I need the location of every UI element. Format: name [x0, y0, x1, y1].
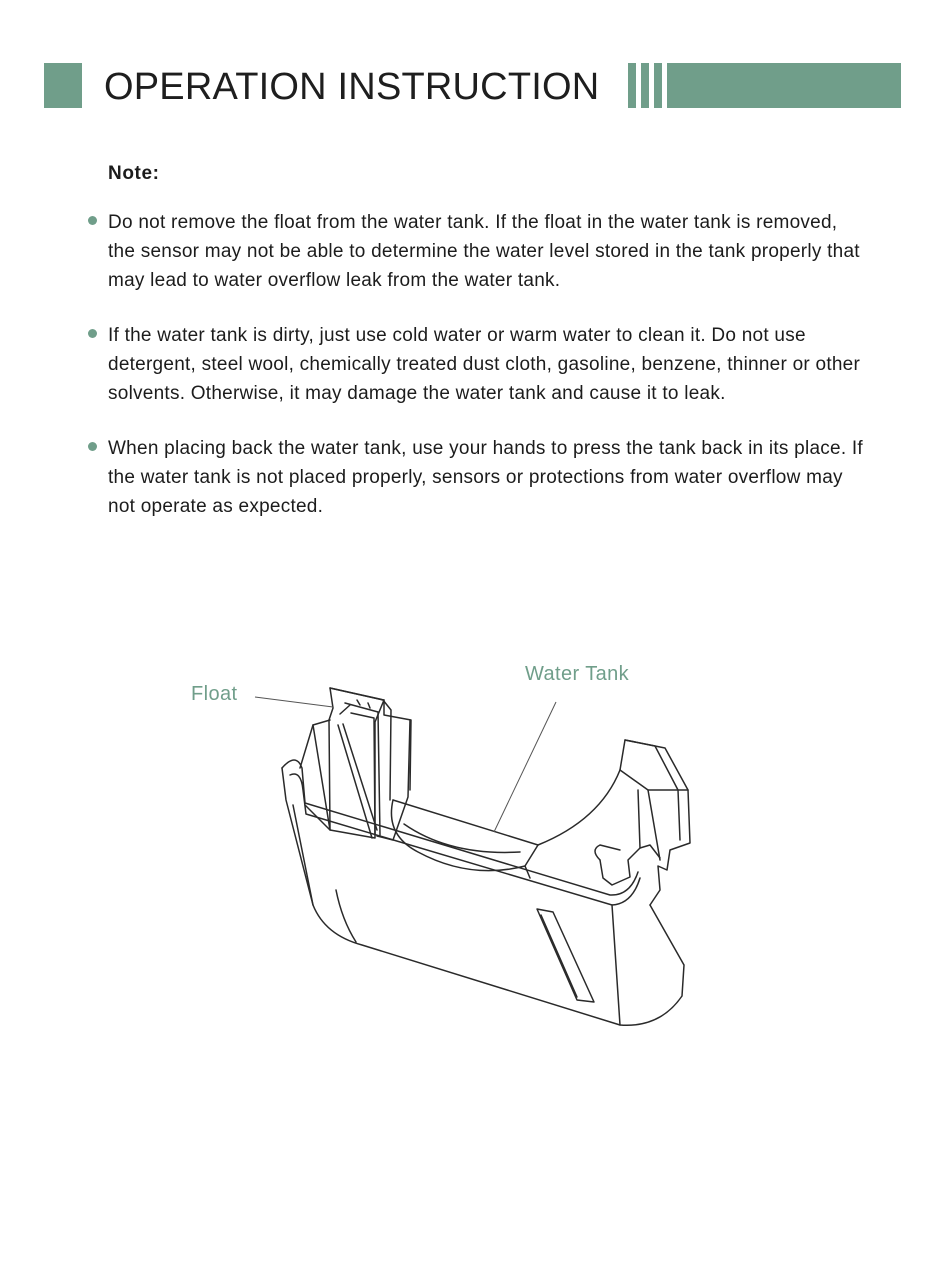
bullet-icon — [88, 442, 97, 451]
header-accent-bar — [667, 63, 901, 108]
note-label: Note: — [108, 163, 160, 184]
note-item — [88, 321, 868, 408]
header-stripe — [628, 63, 636, 108]
header-accent-square — [44, 63, 82, 108]
bullet-icon — [88, 329, 97, 338]
note-text: If the water tank is dirty, just use cold water or warm water to clean it. Do not use detergent, steel wool, chemically treated dust cloth, gasoline, benzene, thinner or other solvents. Otherwise, it may damage the water tank and cause it to leak. — [108, 325, 861, 404]
page-title: OPERATION INSTRUCTION — [104, 66, 600, 108]
bullet-icon — [88, 216, 97, 225]
note-text: When placing back the water tank, use your hands to press the tank back in its place. If the water tank is not placed properly, sensors or protections from water overflow may not operate as expected. — [108, 438, 863, 517]
note-text: Do not remove the float from the water tank. If the float in the water tank is removed, the sensor may not be able to determine the water level stored in the tank properly that may lead to water overflow leak from the water tank. — [108, 212, 860, 291]
note-item — [88, 434, 868, 521]
water-tank-label: Water Tank — [525, 663, 630, 685]
float-label: Float — [191, 683, 238, 705]
header-stripe — [654, 63, 662, 108]
note-item — [88, 208, 868, 295]
header-stripe — [641, 63, 649, 108]
note-list — [88, 208, 868, 547]
